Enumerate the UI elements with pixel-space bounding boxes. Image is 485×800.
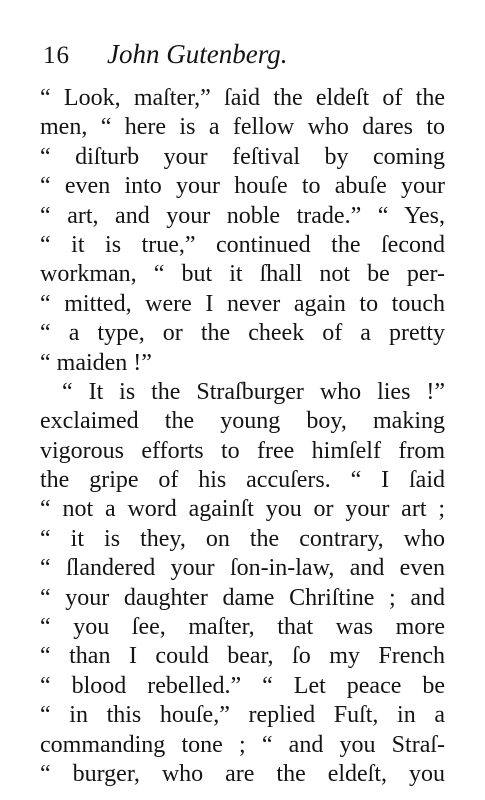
text-line-7: workman, “ but it ſhall not be per- xyxy=(40,261,445,288)
text-line-11: “ It is the Straſburger who lies !” xyxy=(62,378,445,405)
text-line-9: “ a type, or the cheek of a pretty xyxy=(40,320,445,347)
text-line-19: “ you ſee, maſter, that was more xyxy=(40,614,445,641)
text-line-2: men, “ here is a fellow who dares to xyxy=(40,114,445,141)
text-line-22: “ in this houſe,” replied Fuſt, in a xyxy=(40,702,445,729)
text-line-6: “ it is true,” continued the ſecond xyxy=(40,231,445,258)
text-line-24: “ burger, who are the eldeſt, you xyxy=(40,760,445,787)
text-line-12: exclaimed the young boy, making xyxy=(40,408,445,435)
text-line-21: “ blood rebelled.” “ Let peace be xyxy=(40,672,445,699)
body-text xyxy=(40,84,445,789)
page-number: 16 xyxy=(43,42,70,69)
text-line-8: “ mitted, were I never again to touch xyxy=(40,290,445,317)
text-line-4: “ even into your houſe to abuſe your xyxy=(40,173,445,200)
text-line-10: “ maiden !” xyxy=(40,349,152,376)
text-line-20: “ than I could bear, ſo my French xyxy=(40,643,445,670)
text-line-14: the gripe of his accuſers. “ I ſaid xyxy=(40,467,445,494)
page-header xyxy=(43,34,443,74)
text-line-18: “ your daughter dame Chriſtine ; and xyxy=(40,584,445,611)
text-line-16: “ it is they, on the contrary, who xyxy=(40,525,445,552)
text-line-13: vigorous efforts to free himſelf from xyxy=(40,437,445,464)
text-line-3: “ diſturb your feſtival by coming xyxy=(40,143,445,170)
text-line-17: “ ſlandered your ſon-in-law, and even xyxy=(40,555,445,582)
text-line-15: “ not a word againſt you or your art ; xyxy=(40,496,445,523)
text-line-1: “ Look, maſter,” ſaid the eldeſt of the xyxy=(40,85,445,111)
text-line-5: “ art, and your noble trade.” “ Yes, xyxy=(40,202,445,229)
running-title: John Gutenberg. xyxy=(107,39,288,69)
text-line-23: commanding tone ; “ and you Straſ- xyxy=(40,731,445,758)
